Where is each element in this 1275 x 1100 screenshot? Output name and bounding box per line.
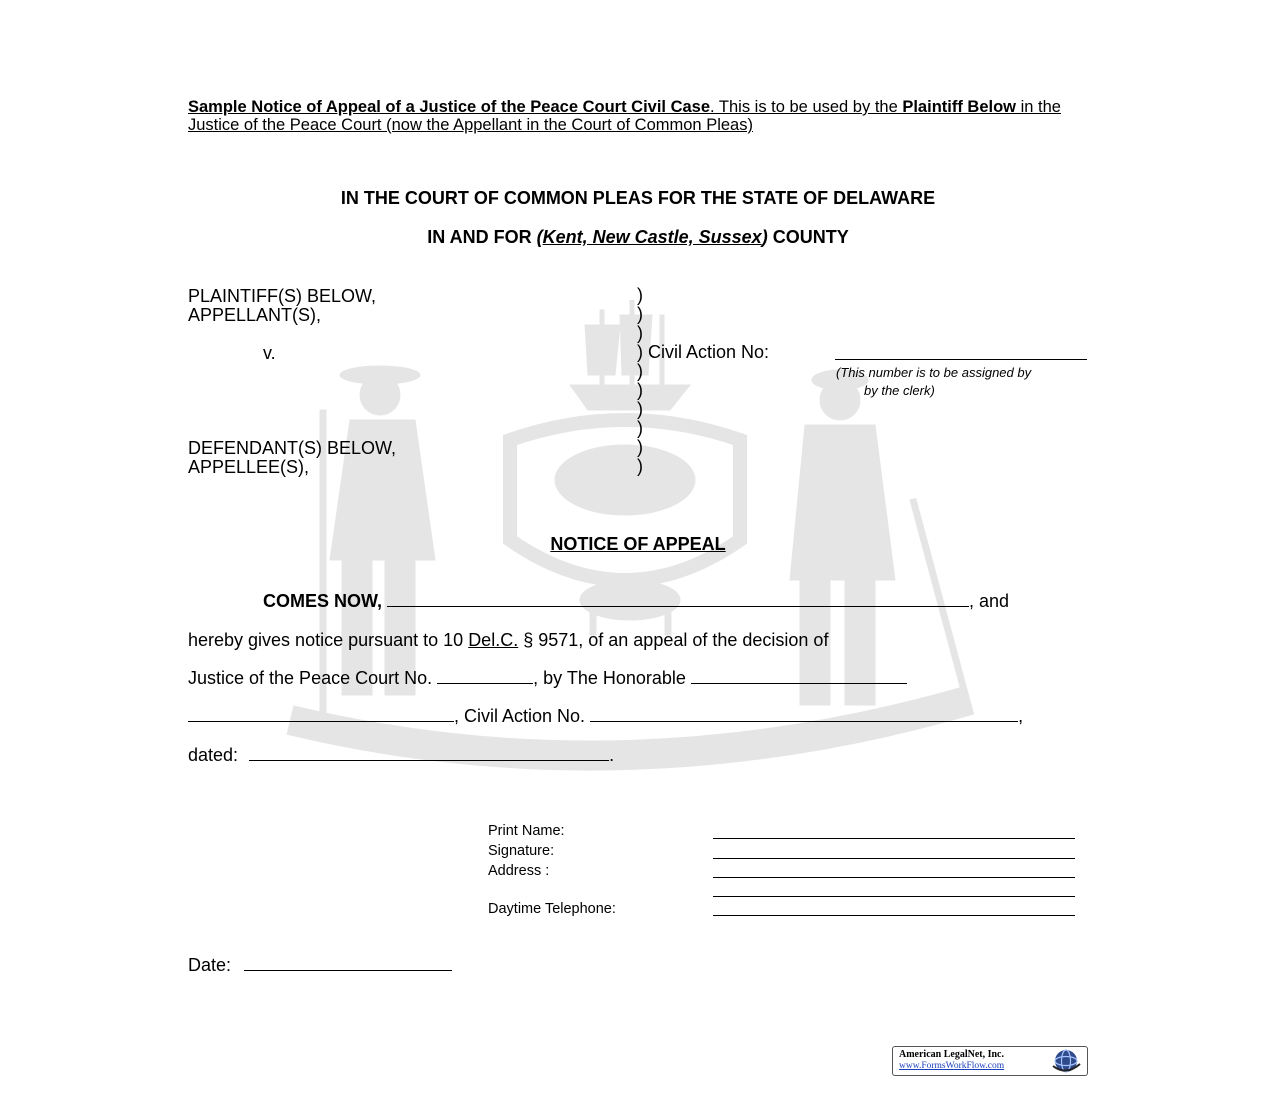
address-label: Address : [488, 863, 550, 879]
caption-paren: ) [637, 456, 643, 476]
caption-paren: ) [637, 304, 643, 324]
plaintiff-line2: APPELLANT(S), [188, 305, 322, 325]
daytime-telephone-label: Daytime Telephone: [488, 901, 616, 917]
caption-paren: ) [637, 361, 643, 381]
intro-party: Plaintiff Below [902, 98, 1017, 116]
company-url[interactable]: www.FormsWorkFlow.com [899, 1061, 1005, 1071]
civil-action-note-1: (This number is to be assigned by [836, 365, 1032, 380]
county-options: Kent, New Castle, Sussex [542, 227, 762, 247]
notice-line2-prefix: hereby gives notice pursuant to 10 [188, 630, 469, 650]
civil-action-label: ) Civil Action No: [637, 342, 770, 362]
civil-action-note-2: by the clerk) [864, 383, 935, 398]
date-label: Date: [188, 955, 232, 975]
intro-text-2: in the Justice of the Peace Court (now the Appellant in the Court of Common Pleas) [188, 98, 1061, 134]
intro-title: Sample Notice of Appeal of a Justice of the Peace Court Civil Case [188, 98, 711, 116]
signature-label: Signature: [488, 843, 555, 859]
intro-paragraph [188, 98, 1088, 134]
dated-label: dated: [188, 745, 239, 765]
date-field[interactable] [244, 955, 452, 971]
county-paren-open: ( [536, 227, 543, 247]
court-heading-line2 [188, 227, 1088, 248]
caption-paren: ) [637, 399, 643, 419]
versus: v. [263, 343, 276, 363]
jp-court-number-field[interactable] [437, 668, 533, 684]
notice-line-2 [188, 630, 828, 651]
civil-action-no-label: , Civil Action No. [454, 706, 586, 726]
american-legalnet-logo[interactable] [892, 1046, 1088, 1076]
globe-icon [1049, 1048, 1083, 1074]
civil-action-number-field[interactable] [835, 343, 1087, 360]
caption-paren: ) [637, 323, 643, 343]
dated-line [188, 745, 614, 766]
jp-court-label: Justice of the Peace Court No. [188, 668, 433, 688]
judge-name-continued-field[interactable] [188, 706, 454, 722]
address-field-line1[interactable] [713, 877, 1075, 878]
jp-civil-action-number-field[interactable] [590, 706, 1018, 722]
date-line [188, 955, 452, 976]
comes-now-label: COMES NOW, [263, 591, 383, 611]
intro-text-1: . This is to be used by the [710, 98, 903, 116]
county-prefix: IN AND FOR [427, 227, 537, 247]
company-name: American LegalNet, Inc. [899, 1049, 1004, 1060]
statute-reference: Del.C. [468, 630, 519, 650]
line4-comma: , [1018, 706, 1024, 726]
plaintiff-line1: PLAINTIFF(S) BELOW, [188, 286, 377, 306]
court-heading-line1: IN THE COURT OF COMMON PLEAS FOR THE STATE OF DELAWARE [340, 188, 936, 208]
county-suffix: COUNTY [767, 227, 849, 247]
caption-paren: ) [637, 437, 643, 457]
notice-heading: NOTICE OF APPEAL [550, 534, 726, 554]
dated-field[interactable] [249, 745, 609, 761]
caption-paren: ) [637, 285, 643, 305]
notice-line-3 [188, 668, 907, 689]
judge-name-field[interactable] [691, 668, 907, 684]
print-name-field[interactable] [713, 838, 1075, 839]
and-text: , and [969, 591, 1010, 611]
address-field-line2[interactable] [713, 896, 1075, 897]
daytime-telephone-field[interactable] [713, 915, 1075, 916]
caption-paren: ) [637, 418, 643, 438]
comes-now-line [263, 591, 1009, 612]
defendant-line1: DEFENDANT(S) BELOW, [188, 438, 397, 458]
appellant-name-field[interactable] [387, 591, 969, 607]
dated-period: . [609, 745, 615, 765]
honorable-label: , by The Honorable [533, 668, 686, 688]
county-paren-close: ) [761, 227, 768, 247]
caption-paren: ) [637, 380, 643, 400]
print-name-label: Print Name: [488, 823, 565, 839]
signature-field[interactable] [713, 858, 1075, 859]
notice-line-4 [188, 706, 1023, 727]
defendant-line2: APPELLEE(S), [188, 457, 310, 477]
notice-line2-suffix: § 9571, of an appeal of the decision of [518, 630, 829, 650]
